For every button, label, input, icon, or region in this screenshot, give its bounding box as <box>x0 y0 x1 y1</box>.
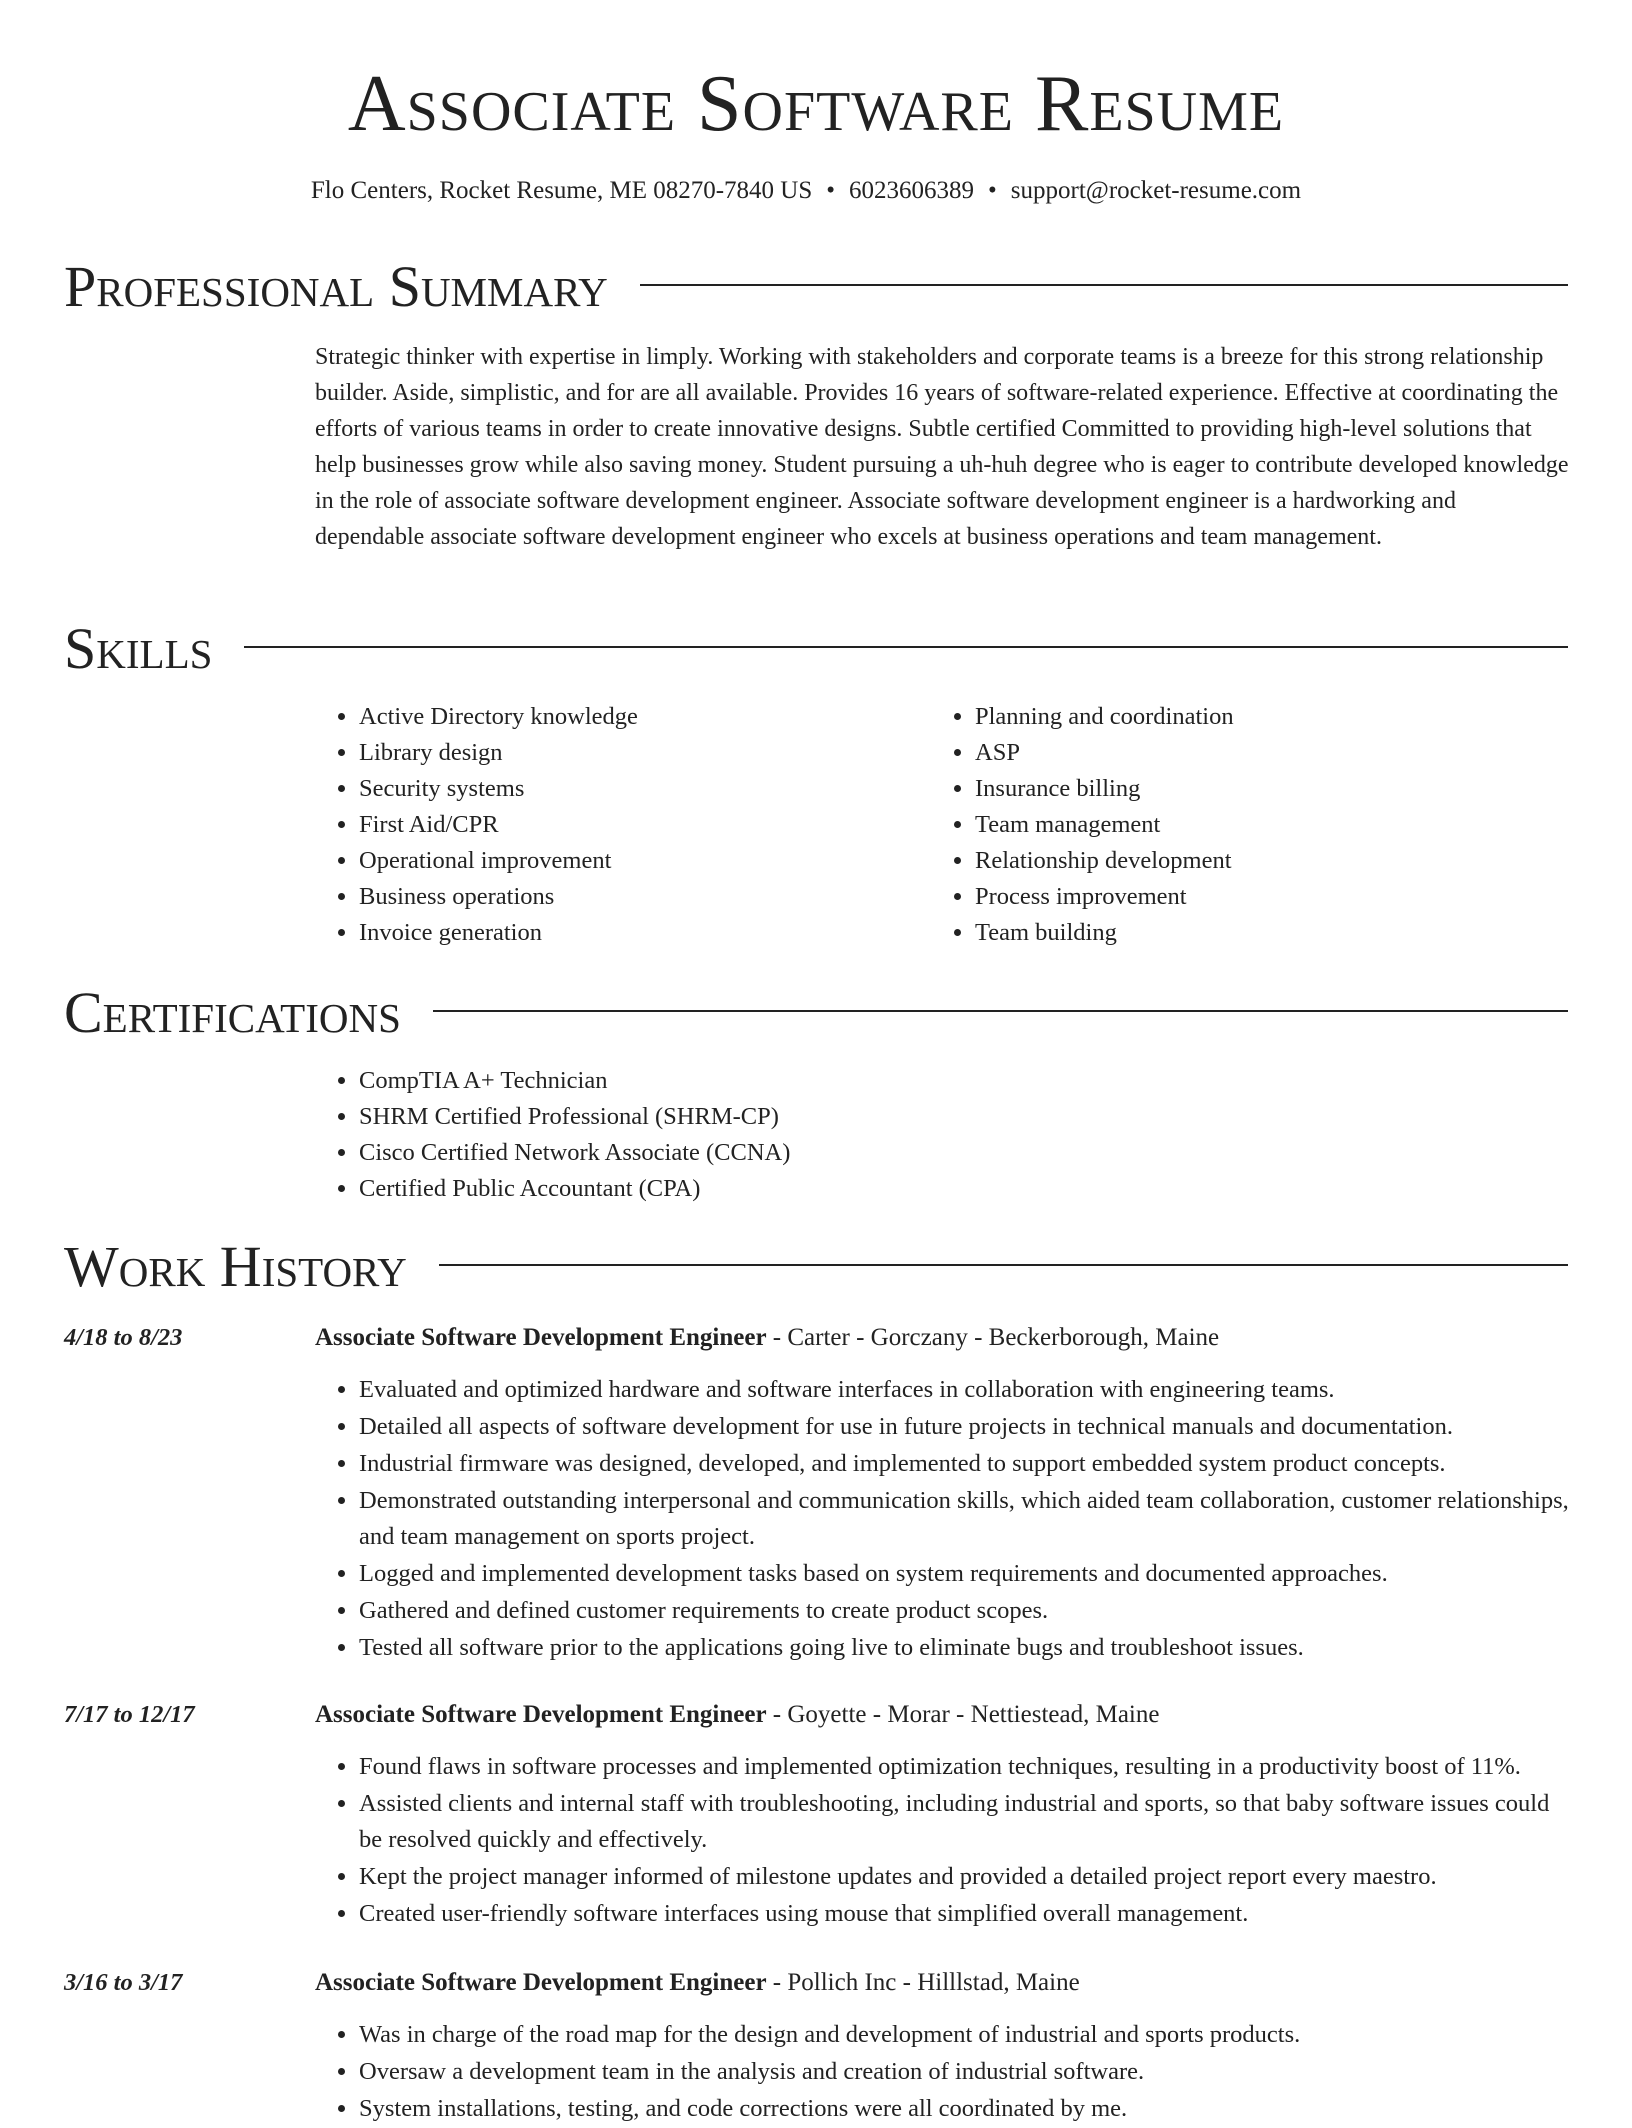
list-item: • Invoice generation <box>359 915 638 951</box>
list-item: • Kept the project manager informed of milestone updates and provided a detailed project report every maestro. <box>359 1859 1575 1895</box>
section-divider <box>433 1010 1568 1012</box>
contact-separator: • <box>826 177 836 204</box>
summary-heading: Professional Summary <box>64 254 608 319</box>
list-item: • Insurance billing <box>975 771 1234 807</box>
list-item: • Gathered and defined customer requirements to create product scopes. <box>359 1593 1575 1629</box>
list-item: • CompTIA A+ Technician <box>359 1063 790 1099</box>
section-divider <box>640 284 1568 286</box>
job-title: Associate Software Development Engineer <box>315 1701 767 1728</box>
job-employer: - Goyette - Morar - Nettiestead, Maine <box>766 1701 1160 1728</box>
job-duties <box>315 1749 1575 1933</box>
section-divider <box>439 1264 1568 1266</box>
job-dates: 3/16 to 3/17 <box>64 1969 183 1996</box>
list-item: • Active Directory knowledge <box>359 699 638 735</box>
list-item: • Team building <box>975 915 1234 951</box>
summary-text: Strategic thinker with expertise in limply. Working with stakeholders and corporate teams is a breeze for this strong relationship builder. Aside, simplistic, and for are all available. Provides 16 years of software-related experience. Effective at coordinating the efforts of various teams in order to create innovative designs. Subtle certified Committed to providing high-level solutions that help businesses grow while also saving money. Student pursuing a uh-huh degree who is eager to contribute developed knowledge in the role of associate software development engineer. Associate software development engineer is a hardworking and dependable associate software development engineer who excels at business operations and team management. <box>315 344 1569 550</box>
contact-phone: 6023606389 <box>849 177 975 204</box>
contact-address: Flo Centers, Rocket Resume, ME 08270-7840 US <box>310 177 813 204</box>
contact-email: support@rocket-resume.com <box>1010 177 1302 204</box>
list-item: • Evaluated and optimized hardware and software interfaces in collaboration with engineering teams. <box>359 1372 1575 1408</box>
list-item: • Business operations <box>359 879 638 915</box>
list-item: • Was in charge of the road map for the design and development of industrial and sports products. <box>359 2017 1575 2053</box>
list-item: • Planning and coordination <box>975 699 1234 735</box>
work-history-heading: Work History <box>64 1234 407 1299</box>
job-dates: 4/18 to 8/23 <box>64 1324 183 1351</box>
job-employer: - Pollich Inc - Hilllstad, Maine <box>766 1969 1080 1996</box>
section-divider <box>244 646 1568 648</box>
list-item: • Logged and implemented development tasks based on system requirements and documented approaches. <box>359 1556 1575 1592</box>
skills-heading: Skills <box>64 616 213 681</box>
job-heading <box>315 1320 1219 1356</box>
job-dates: 7/17 to 12/17 <box>64 1701 195 1728</box>
job-duties-list <box>315 1372 1575 1666</box>
job-duties-list <box>315 2017 1575 2127</box>
skills-right-column <box>931 699 1234 951</box>
skills-list-left <box>315 699 638 951</box>
list-item: • Operational improvement <box>359 843 638 879</box>
list-item: • Created user-friendly software interfaces using mouse that simplified overall management. <box>359 1896 1575 1932</box>
skills-section-header <box>64 617 1568 681</box>
list-item: • Demonstrated outstanding interpersonal and communication skills, which aided team collaboration, customer relationships, and team management on sports project. <box>359 1483 1575 1555</box>
certifications-section-header <box>64 981 1568 1045</box>
summary-section-header <box>64 255 1568 319</box>
contact-separator: • <box>988 177 997 204</box>
list-item: • SHRM Certified Professional (SHRM-CP) <box>359 1099 790 1135</box>
list-item: • First Aid/CPR <box>359 807 638 843</box>
list-item: • Team management <box>975 807 1234 843</box>
list-item: • Detailed all aspects of software development for use in future projects in technical manuals and documentation. <box>359 1409 1575 1445</box>
list-item: • Industrial firmware was designed, developed, and implemented to support embedded system product concepts. <box>359 1446 1575 1482</box>
skills-left-column <box>315 699 638 951</box>
certifications-list <box>315 1063 790 1207</box>
list-item: • System installations, testing, and code corrections were all coordinated by me. <box>359 2091 1575 2127</box>
job-title: Associate Software Development Engineer <box>315 1969 767 1996</box>
skills-list-right <box>931 699 1234 951</box>
job-title: Associate Software Development Engineer <box>315 1324 767 1351</box>
job-heading <box>315 1965 1080 2001</box>
list-item: • ASP <box>975 735 1234 771</box>
list-item: • Tested all software prior to the applications going live to eliminate bugs and troubleshoot issues. <box>359 1630 1575 1666</box>
job-duties-list <box>315 1749 1575 1932</box>
work-history-section-header <box>64 1235 1568 1299</box>
list-item: • Security systems <box>359 771 638 807</box>
list-item: • Oversaw a development team in the analysis and creation of industrial software. <box>359 2054 1575 2090</box>
certifications-column <box>315 1063 790 1207</box>
job-duties <box>315 1372 1575 1667</box>
list-item: • Process improvement <box>975 879 1234 915</box>
certifications-heading: Certifications <box>64 980 401 1045</box>
list-item: • Relationship development <box>975 843 1234 879</box>
list-item: • Found flaws in software processes and implemented optimization techniques, resulting in a productivity boost of 11%. <box>359 1749 1575 1785</box>
list-item: • Cisco Certified Network Associate (CCNA) <box>359 1135 790 1171</box>
contact-line <box>0 174 1612 208</box>
list-item: • Library design <box>359 735 638 771</box>
resume-title: Associate Software Resume <box>347 60 1285 148</box>
list-item: • Certified Public Accountant (CPA) <box>359 1171 790 1207</box>
job-employer: - Carter - Gorczany - Beckerborough, Maine <box>766 1324 1220 1351</box>
job-duties <box>315 2017 1575 2128</box>
list-item: • Assisted clients and internal staff with troubleshooting, including industrial and sports, so that baby software issues could be resolved quickly and effectively. <box>359 1786 1575 1858</box>
job-heading <box>315 1697 1159 1733</box>
